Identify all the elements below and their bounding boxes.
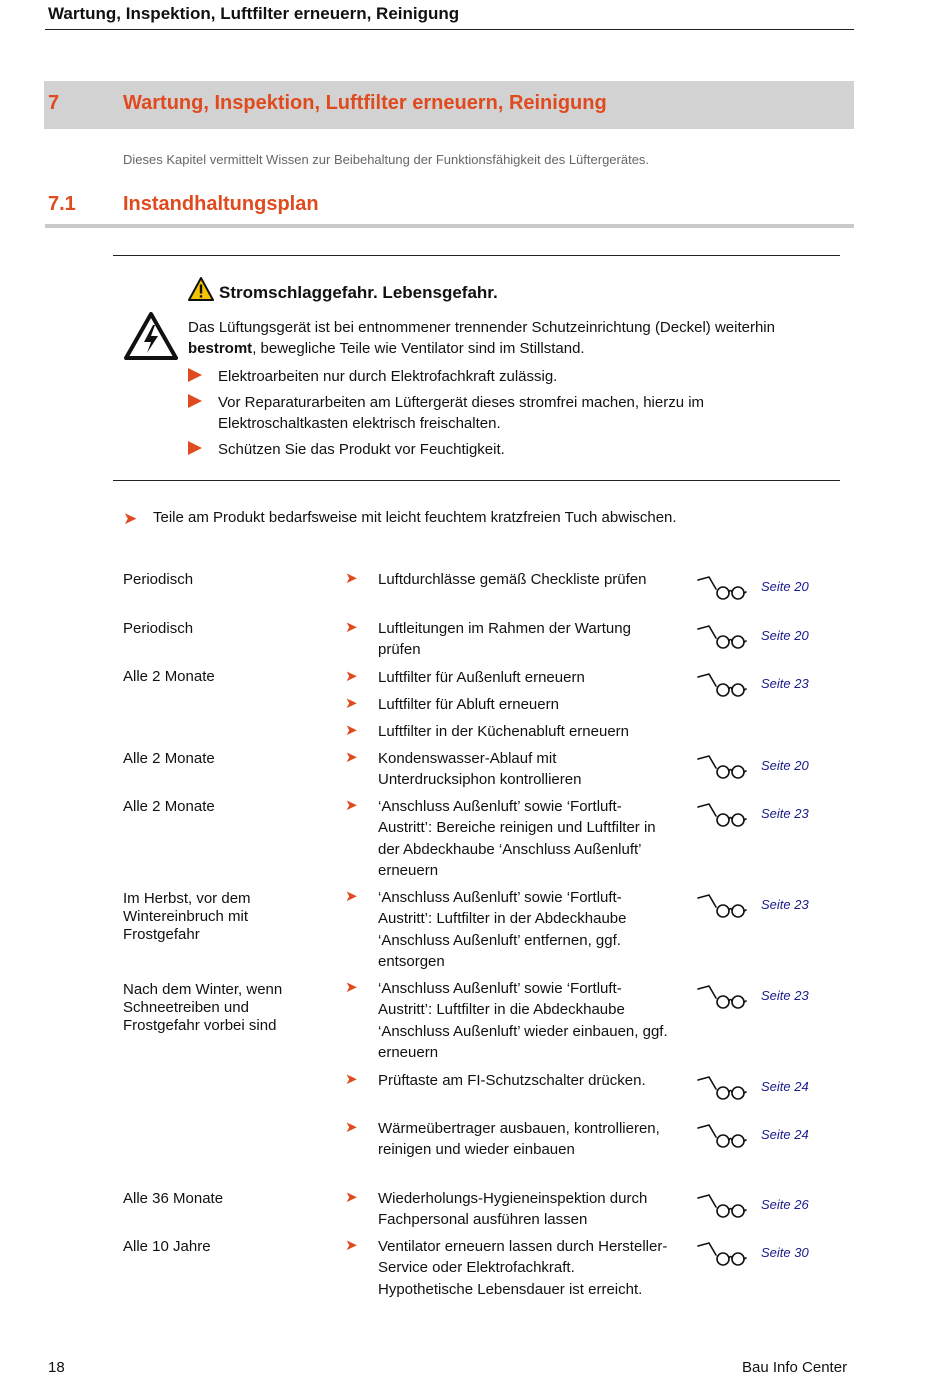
schedule-task-text: ‘Anschluss Außenluft’ sowie ‘Fortluft-Austritt’: Bereiche reinigen und Luftfilter in der Abdeckhaube ‘Anschluss Außenluft’ erneuern — [378, 798, 656, 879]
warning-text-before: Das Lüftungsgerät ist bei entnommener trennender Schutzeinrichtung (Deckel) weiterhin — [188, 319, 775, 336]
glasses-icon — [697, 1193, 747, 1219]
page-reference-link[interactable]: Seite 24 — [761, 1079, 809, 1094]
warning-text — [188, 317, 828, 359]
schedule-interval: Alle 2 Monate — [123, 750, 215, 767]
schedule-task-text: ‘Anschluss Außenluft’ sowie ‘Fortluft-Austritt’: Luftfilter in der Abdeckhaube ‘Anschluss Außenluft’ entfernen, ggf. entsorgen — [378, 889, 627, 970]
glasses-icon — [697, 624, 747, 650]
warning-text-bold: bestromt — [188, 340, 253, 357]
chevron-bullet-icon: ➤ — [345, 618, 358, 636]
chevron-bullet-icon: ➤ — [345, 1236, 358, 1254]
schedule-task-text: Kondenswasser-Ablauf mit Unterdrucksiphon kontrollieren — [378, 750, 582, 789]
glasses-icon — [697, 1241, 747, 1267]
electric-shock-icon — [124, 312, 178, 360]
chapter-intro: Dieses Kapitel vermittelt Wissen zur Beibehaltung der Funktionsfähigkeit des Lüftergerätes. — [123, 152, 650, 167]
page-reference-link[interactable]: Seite 23 — [761, 676, 809, 691]
footer-brand: Bau Info Center — [742, 1359, 848, 1376]
chevron-bullet-icon: ➤ — [345, 694, 358, 712]
glasses-icon — [697, 672, 747, 698]
warning-bullet-text: Vor Reparaturarbeiten am Lüftergerät dieses stromfrei machen, hierzu im Elektroschaltkasten elektrisch freischalten. — [218, 394, 705, 432]
warning-bottom-rule — [113, 480, 840, 481]
triangle-bullet-icon — [188, 441, 202, 455]
page-reference-link[interactable]: Seite 20 — [761, 628, 809, 643]
page-number: 18 — [48, 1359, 65, 1376]
warning-top-rule — [113, 255, 840, 256]
schedule-interval: Alle 2 Monate — [123, 668, 215, 685]
warning-text-after: , bewegliche Teile wie Ventilator sind im Stillstand. — [252, 340, 585, 357]
warning-title: Stromschlaggefahr. Lebensgefahr. — [219, 283, 498, 302]
schedule-interval: Periodisch — [123, 571, 194, 588]
schedule-interval: Alle 10 Jahre — [123, 1238, 211, 1255]
warning-triangle-icon — [188, 277, 214, 301]
schedule-task-text: Ventilator erneuern lassen durch Hersteller-Service oder Elektrofachkraft. Hypothetische Lebensdauer ist erreicht. — [378, 1238, 668, 1298]
schedule-task-text: Luftdurchlässe gemäß Checkliste prüfen — [378, 571, 647, 588]
warning-bullet-text: Schützen Sie das Produkt vor Feuchtigkeit. — [218, 441, 505, 458]
schedule-task-text: Luftleitungen im Rahmen der Wartung prüfen — [378, 620, 631, 659]
schedule-task-text: Luftfilter für Abluft erneuern — [378, 696, 559, 713]
chevron-bullet-icon: ➤ — [345, 1070, 358, 1088]
schedule-interval: Periodisch — [123, 620, 194, 637]
triangle-bullet-icon — [188, 394, 202, 408]
section-title: Instandhaltungsplan — [123, 193, 319, 215]
chevron-bullet-icon: ➤ — [345, 1188, 358, 1206]
page-reference-link[interactable]: Seite 23 — [761, 897, 809, 912]
schedule-task-text: Prüftaste am FI-Schutzschalter drücken. — [378, 1072, 646, 1089]
glasses-icon — [697, 575, 747, 601]
section-number: 7.1 — [48, 193, 76, 215]
page-reference-link[interactable]: Seite 30 — [761, 1245, 809, 1260]
schedule-task-text: Wärmeübertrager ausbauen, kontrollieren, reinigen und wieder einbauen — [378, 1120, 660, 1159]
warning-bullet-text: Elektroarbeiten nur durch Elektrofachkraft zulässig. — [218, 368, 558, 385]
chevron-bullet-icon: ➤ — [345, 887, 358, 905]
section-rule — [45, 224, 854, 228]
schedule-interval: Alle 36 Monate — [123, 1190, 224, 1207]
glasses-icon — [697, 984, 747, 1010]
chevron-bullet-icon: ➤ — [345, 569, 358, 587]
schedule-task-text: Luftfilter in der Küchenabluft erneuern — [378, 723, 629, 740]
schedule-task-text: Wiederholungs-Hygieneinspektion durch Fachpersonal ausführen lassen — [378, 1190, 648, 1229]
chevron-bullet-icon: ➤ — [345, 796, 358, 814]
schedule-interval: Im Herbst, vor dem Wintereinbruch mit Frostgefahr — [123, 890, 251, 943]
glasses-icon — [697, 1075, 747, 1101]
glasses-icon — [697, 1123, 747, 1149]
chevron-bullet-icon: ➤ — [345, 721, 358, 739]
triangle-bullet-icon — [188, 368, 202, 382]
page-reference-link[interactable]: Seite 20 — [761, 579, 809, 594]
glasses-icon — [697, 802, 747, 828]
header-rule — [45, 29, 854, 30]
page-reference-link[interactable]: Seite 26 — [761, 1197, 809, 1212]
cleaning-note: Teile am Produkt bedarfsweise mit leicht feuchtem kratzfreien Tuch abwischen. — [153, 509, 677, 526]
page-reference-link[interactable]: Seite 24 — [761, 1127, 809, 1142]
page-reference-link[interactable]: Seite 23 — [761, 988, 809, 1003]
schedule-interval: Nach dem Winter, wenn Schneetreiben und Frostgefahr vorbei sind — [123, 981, 283, 1034]
chevron-bullet-icon: ➤ — [345, 978, 358, 996]
chapter-number: 7 — [48, 92, 60, 114]
schedule-task-text: ‘Anschluss Außenluft’ sowie ‘Fortluft-Austritt’: Luftfilter in die Abdeckhaube ‘Anschluss Außenluft’ wieder einbauen, ggf. erneuern — [378, 980, 668, 1061]
running-header: Wartung, Inspektion, Luftfilter erneuern, Reinigung — [48, 4, 460, 23]
schedule-task-text: Luftfilter für Außenluft erneuern — [378, 669, 585, 686]
page-reference-link[interactable]: Seite 20 — [761, 758, 809, 773]
chapter-title: Wartung, Inspektion, Luftfilter erneuern, Reinigung — [123, 92, 607, 114]
chevron-bullet-icon: ➤ — [345, 1118, 358, 1136]
schedule-interval: Alle 2 Monate — [123, 798, 215, 815]
glasses-icon — [697, 893, 747, 919]
page-reference-link[interactable]: Seite 23 — [761, 806, 809, 821]
chevron-bullet-icon: ➤ — [345, 667, 358, 685]
chevron-bullet-icon: ➤ — [345, 748, 358, 766]
glasses-icon — [697, 754, 747, 780]
chevron-bullet-icon: ➤ — [123, 509, 138, 529]
